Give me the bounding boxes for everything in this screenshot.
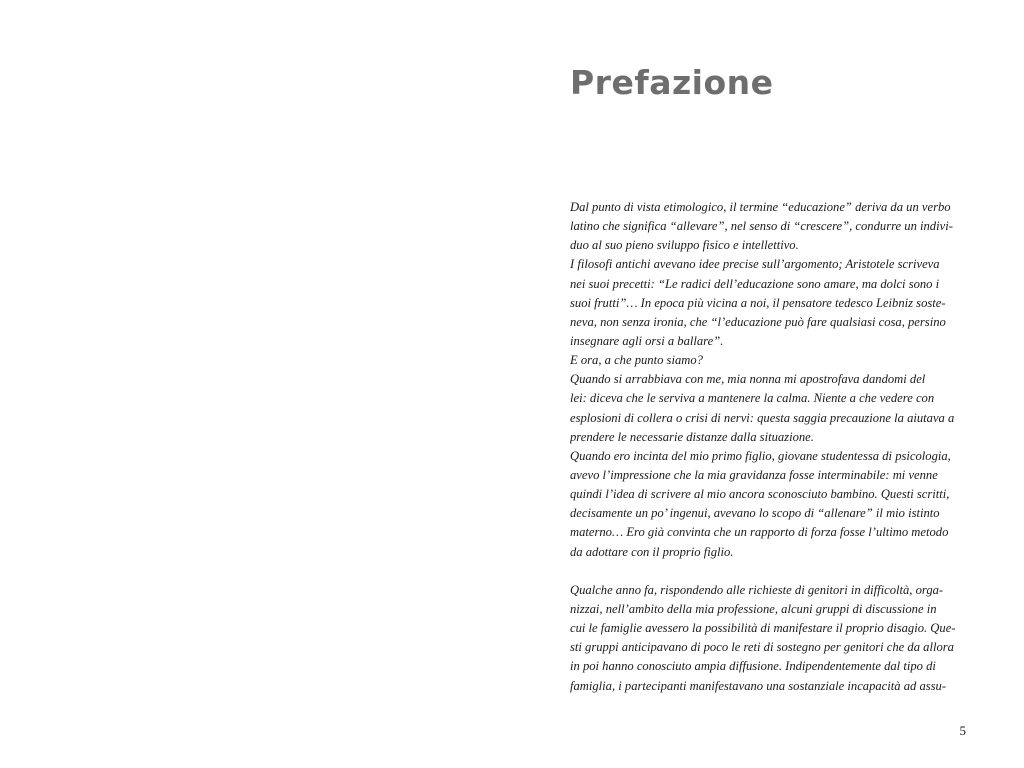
text-line: insegnare agli orsi a ballare”.	[570, 333, 724, 348]
text-line: Qualche anno fa, rispondendo alle richieste di genitori in difficoltà, orga-	[570, 582, 944, 597]
text-line: neva, non senza ironia, che “l’educazione può fare qualsiasi cosa, persino	[570, 314, 946, 329]
text-line: latino che significa “allevare”, nel senso di “crescere”, condurre un indivi-	[570, 219, 953, 234]
text-line: in poi hanno conosciuto ampia diffusione. Indipendentemente dal tipo di	[570, 659, 936, 674]
text-line: I filosofi antichi avevano idee precise sull’argomento; Aristotele scriveva	[570, 257, 940, 272]
text-line: E ora, a che punto siamo?	[570, 353, 703, 368]
text-line: duo al suo pieno sviluppo fisico e intellettivo.	[570, 238, 799, 253]
body-text	[570, 198, 966, 696]
text-line: Quando si arrabbiava con me, mia nonna mi apostrofava dandomi del	[570, 372, 926, 387]
text-line: Quando ero incinta del mio primo figlio, giovane studentessa di psicologia,	[570, 448, 951, 463]
text-line: nizzai, nell’ambito della mia professione, alcuni gruppi di discussione in	[570, 601, 937, 616]
text-line: cui le famiglie avessero la possibilità di manifestare il proprio disagio. Que-	[570, 621, 956, 636]
text-line: prendere le necessarie distanze dalla situazione.	[570, 429, 814, 444]
text-line: da adottare con il proprio figlio.	[570, 544, 734, 559]
text-line: lei: diceva che le serviva a mantenere la calma. Niente a che vedere con	[570, 391, 935, 406]
text-line: quindi l’idea di scrivere al mio ancora sconosciuto bambino. Questi scritti,	[570, 487, 950, 502]
text-line: Dal punto di vista etimologico, il termine “educazione” deriva da un verbo	[570, 200, 951, 214]
text-line: nei suoi precetti: “Le radici dell’educazione sono amare, ma dolci sono i	[570, 276, 940, 291]
text-line: suoi frutti”… In epoca più vicina a noi, il pensatore tedesco Leibniz soste-	[570, 295, 946, 310]
text-line: esplosioni di collera o crisi di nervi: questa saggia precauzione la aiutava a	[570, 410, 955, 425]
chapter-title: Prefazione	[570, 63, 774, 102]
text-line: famiglia, i partecipanti manifestavano una sostanziale incapacità ad assu-	[570, 678, 947, 693]
text-line: avevo l’impressione che la mia gravidanza fosse interminabile: mi venne	[570, 467, 938, 482]
text-line: decisamente un po’ ingenui, avevano lo scopo di “allenare” il mio istinto	[570, 506, 940, 521]
paragraph-gap	[570, 562, 966, 581]
page-number: 5	[959, 723, 966, 738]
text-line: sti gruppi anticipavano di poco le reti di sostegno per genitori che da allora	[570, 640, 954, 655]
text-line: materno… Ero già convinta che un rapporto di forza fosse l’ultimo metodo	[570, 525, 949, 540]
